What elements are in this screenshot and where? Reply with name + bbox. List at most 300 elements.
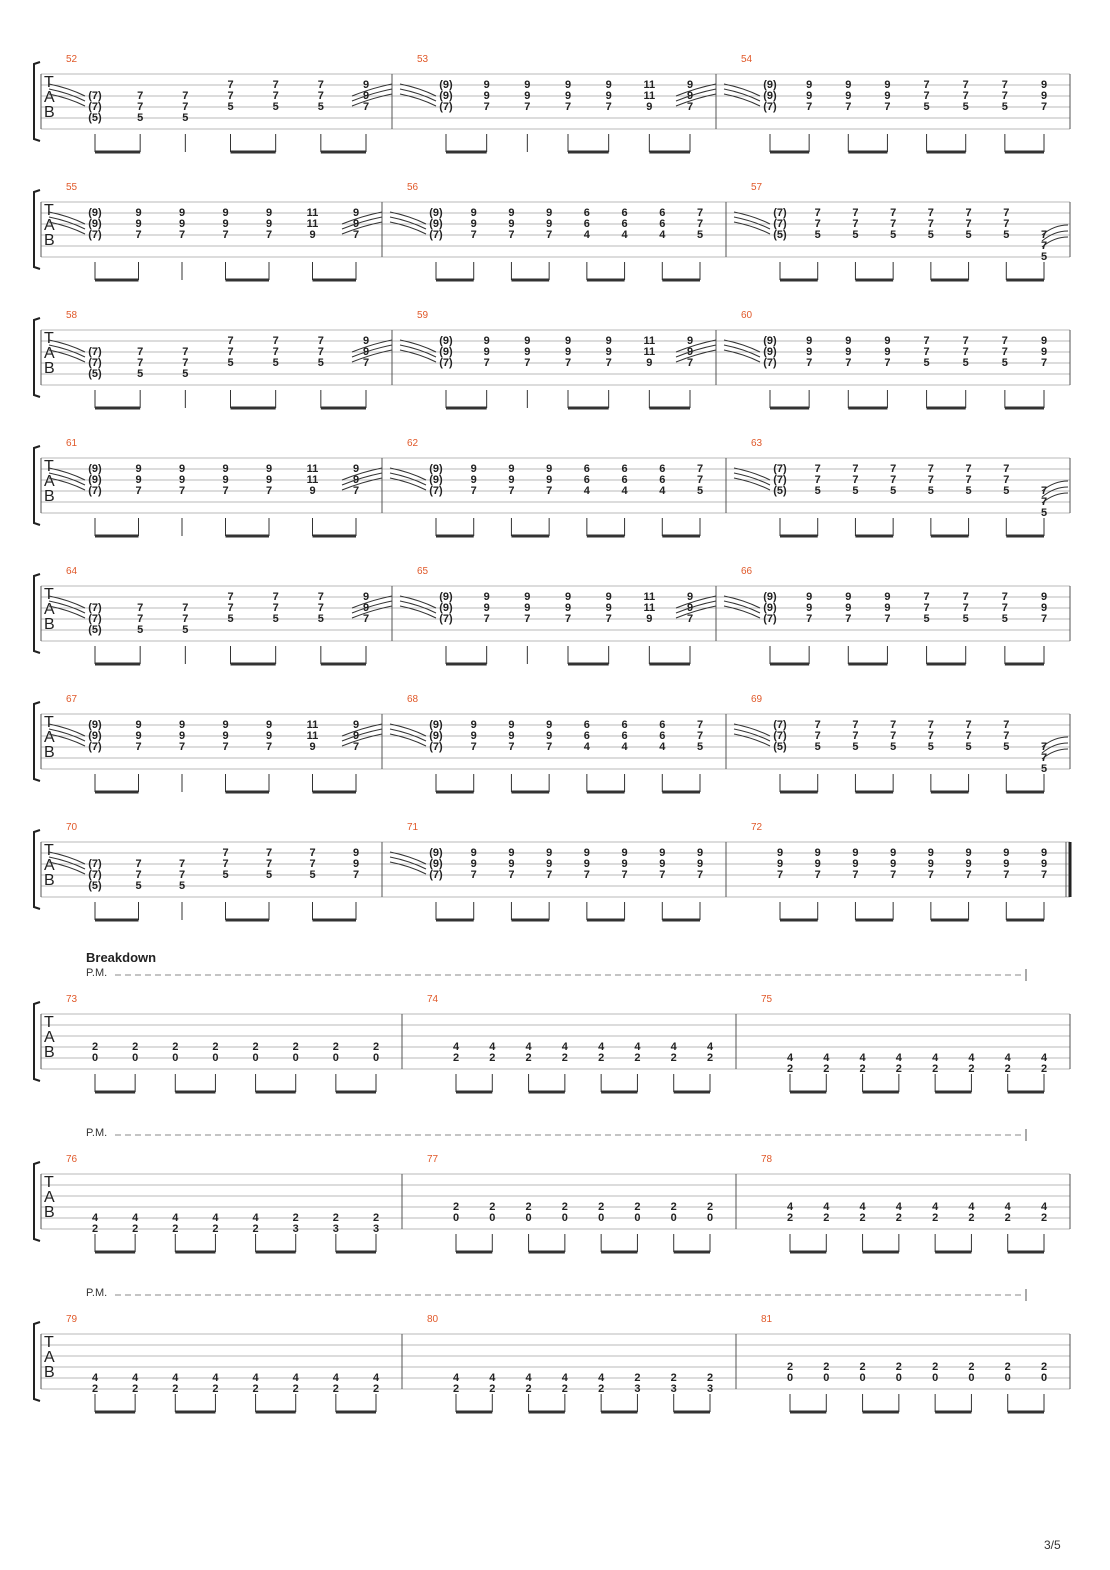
fret-number: 7 <box>1001 591 1008 603</box>
fret-number: 7 <box>178 229 186 241</box>
fret-number: 7 <box>890 730 897 742</box>
measure-number: 54 <box>741 54 753 65</box>
fret-number: 9 <box>222 207 229 219</box>
fret-number: 9 <box>508 858 515 870</box>
fret-number: 7 <box>1001 346 1008 358</box>
fret-number: 5 <box>222 869 229 881</box>
measure-number: 65 <box>417 566 429 577</box>
tab-clef-letter: A <box>44 217 55 234</box>
fret-number: 7 <box>927 207 934 219</box>
fret-number: 9 <box>621 847 628 859</box>
tab-clef-letter: B <box>44 744 55 761</box>
fret-number: 7 <box>135 485 142 497</box>
tab-clef-letter: A <box>44 601 55 618</box>
fret-number: 7 <box>362 357 370 369</box>
fret-number: 7 <box>546 485 553 497</box>
fret-number: 2 <box>212 1383 219 1395</box>
fret-number: 7 <box>362 101 370 113</box>
fret-number: 7 <box>962 602 969 614</box>
fret-number: 7 <box>1003 730 1010 742</box>
measure-number: 71 <box>407 822 419 833</box>
fret-number: 9 <box>884 591 891 603</box>
fret-number: 9 <box>686 335 694 347</box>
fret-number: 9 <box>546 858 553 870</box>
system-bracket <box>34 318 40 397</box>
fret-number: (7) <box>429 229 443 241</box>
tab-clef-letter: T <box>44 330 54 347</box>
fret-number: 7 <box>352 741 360 753</box>
fret-number: 9 <box>546 474 553 486</box>
fret-number: 2 <box>132 1383 139 1395</box>
fret-number: 7 <box>272 335 279 347</box>
fret-number: 7 <box>483 101 490 113</box>
fret-number: 9 <box>605 346 612 358</box>
fret-number: 7 <box>182 346 189 358</box>
fret-number: 5 <box>890 485 897 497</box>
fret-number: 7 <box>227 335 234 347</box>
fret-number: 0 <box>525 1212 532 1224</box>
fret-number: 2 <box>1040 1063 1048 1075</box>
fret-number: 5 <box>923 101 930 113</box>
fret-number: 9 <box>309 741 316 753</box>
fret-number: 7 <box>965 207 972 219</box>
fret-number: 2 <box>932 1212 939 1224</box>
fret-number: 7 <box>227 591 234 603</box>
fret-number: 5 <box>137 624 144 636</box>
fret-number: 5 <box>1003 229 1010 241</box>
fret-number: 7 <box>696 730 704 742</box>
fret-number: 9 <box>1040 858 1048 870</box>
fret-number: 11 <box>643 346 656 358</box>
fret-number: 9 <box>814 847 821 859</box>
fret-number: 0 <box>706 1212 714 1224</box>
fret-number: 9 <box>135 218 142 230</box>
fret-number: 4 <box>968 1052 975 1064</box>
fret-number: 9 <box>1040 90 1048 102</box>
fret-number: 5 <box>1001 101 1008 113</box>
tab-clef-letter: T <box>44 74 54 91</box>
fret-number: 2 <box>292 1041 299 1053</box>
fret-number: 2 <box>561 1383 568 1395</box>
fret-number: 5 <box>927 485 934 497</box>
fret-number: 7 <box>352 869 360 881</box>
fret-number: (7) <box>88 613 102 625</box>
fret-number: 4 <box>1004 1052 1011 1064</box>
fret-number: 9 <box>806 346 813 358</box>
fret-number: 5 <box>309 869 316 881</box>
fret-number: (7) <box>88 90 102 102</box>
fret-number: (7) <box>773 218 787 230</box>
fret-number: 9 <box>884 335 891 347</box>
fret-number: 5 <box>227 357 234 369</box>
fret-number: 5 <box>852 229 859 241</box>
fret-number: 7 <box>564 357 572 369</box>
fret-number: 4 <box>292 1372 299 1384</box>
fret-number: 7 <box>923 346 930 358</box>
fret-number: (9) <box>439 346 453 358</box>
fret-number: 7 <box>776 869 784 881</box>
fret-number: 0 <box>859 1372 866 1384</box>
fret-number: 7 <box>265 229 273 241</box>
fret-number: (9) <box>439 602 453 614</box>
fret-number: (9) <box>439 79 453 91</box>
fret-number: 5 <box>135 880 142 892</box>
fret-number: 7 <box>317 335 324 347</box>
fret-number: 9 <box>222 218 229 230</box>
fret-number: 9 <box>564 79 572 91</box>
fret-number: 7 <box>852 207 859 219</box>
fret-number: 9 <box>362 591 370 603</box>
fret-number: 7 <box>923 335 930 347</box>
fret-number: 5 <box>923 357 930 369</box>
fret-number: 9 <box>852 858 859 870</box>
fret-number: 7 <box>222 858 229 870</box>
fret-number: 7 <box>137 101 144 113</box>
fret-number: 2 <box>1040 1361 1048 1373</box>
fret-number: 5 <box>962 101 969 113</box>
fret-number: 7 <box>227 346 234 358</box>
fret-number: 9 <box>806 591 813 603</box>
fret-number: 9 <box>178 463 186 475</box>
fret-number: 9 <box>564 602 572 614</box>
fret-number: 2 <box>706 1201 714 1213</box>
fret-number: 2 <box>132 1223 139 1235</box>
fret-number: 7 <box>137 346 144 358</box>
fret-number: 9 <box>524 346 531 358</box>
fret-number: 7 <box>182 90 189 102</box>
measure-number: 78 <box>761 1154 773 1165</box>
fret-number: 9 <box>483 602 490 614</box>
fret-number: 7 <box>135 869 142 881</box>
fret-number: 7 <box>135 741 142 753</box>
fret-number: 4 <box>1004 1201 1011 1213</box>
fret-number: 9 <box>470 719 477 731</box>
tab-clef-letter: T <box>44 1174 54 1191</box>
fret-number: 0 <box>452 1212 460 1224</box>
fret-number: (7) <box>773 474 787 486</box>
fret-number: (9) <box>88 207 102 219</box>
fret-number: 7 <box>1003 463 1010 475</box>
fret-number: (7) <box>88 101 102 113</box>
fret-number: 7 <box>317 90 324 102</box>
tab-clef-letter: B <box>44 488 55 505</box>
fret-number: 7 <box>508 485 515 497</box>
fret-number: 5 <box>1003 741 1010 753</box>
fret-number: 7 <box>965 719 972 731</box>
fret-number: 4 <box>670 1041 677 1053</box>
fret-number: 7 <box>1040 357 1048 369</box>
fret-number: 9 <box>686 346 694 358</box>
fret-number: 9 <box>583 847 590 859</box>
fret-number: 5 <box>696 741 704 753</box>
fret-number: 5 <box>923 613 930 625</box>
tab-clef-letter: A <box>44 729 55 746</box>
fret-number: 7 <box>806 101 813 113</box>
fret-number: 3 <box>372 1223 380 1235</box>
fret-number: 2 <box>252 1223 259 1235</box>
fret-number: 4 <box>212 1372 219 1384</box>
fret-number: 9 <box>352 858 360 870</box>
fret-number: 7 <box>508 741 515 753</box>
fret-number: 7 <box>317 591 324 603</box>
fret-number: 7 <box>923 602 930 614</box>
fret-number: 2 <box>859 1361 866 1373</box>
fret-number: (9) <box>429 858 443 870</box>
fret-number: 9 <box>222 474 229 486</box>
fret-number: 9 <box>927 858 934 870</box>
fret-number: 9 <box>524 90 531 102</box>
fret-number: 2 <box>292 1383 299 1395</box>
fret-number: 7 <box>508 869 515 881</box>
fret-number: (9) <box>763 346 777 358</box>
fret-number: 7 <box>852 218 859 230</box>
fret-number: 4 <box>1040 1201 1048 1213</box>
fret-number: 0 <box>212 1052 219 1064</box>
tab-clef-letter: T <box>44 1014 54 1031</box>
fret-number: 2 <box>968 1212 975 1224</box>
fret-number: (7) <box>88 485 102 497</box>
fret-number: 7 <box>884 613 891 625</box>
fret-number: (9) <box>429 474 443 486</box>
fret-number: 5 <box>1040 251 1048 263</box>
fret-number: 7 <box>845 357 852 369</box>
fret-number: 7 <box>1040 496 1048 508</box>
fret-number: 5 <box>1040 507 1048 519</box>
fret-number: 11 <box>643 79 656 91</box>
fret-number: (7) <box>773 207 787 219</box>
fret-number: 2 <box>1040 1212 1048 1224</box>
fret-number: 4 <box>452 1041 460 1053</box>
fret-number: 7 <box>696 474 704 486</box>
measure-number: 70 <box>66 822 78 833</box>
fret-number: 7 <box>605 357 612 369</box>
fret-number: (9) <box>429 730 443 742</box>
fret-number: 7 <box>845 101 852 113</box>
fret-number: 2 <box>332 1212 339 1224</box>
fret-number: 9 <box>806 602 813 614</box>
fret-number: 9 <box>470 218 477 230</box>
fret-number: 11 <box>306 463 319 475</box>
fret-number: 7 <box>1001 79 1008 91</box>
fret-number: 4 <box>598 1041 605 1053</box>
fret-number: 7 <box>1040 101 1048 113</box>
tab-clef-letter: T <box>44 842 54 859</box>
fret-number: 0 <box>172 1052 179 1064</box>
fret-number: 6 <box>621 463 628 475</box>
fret-number: 4 <box>583 485 590 497</box>
fret-number: 9 <box>696 847 704 859</box>
fret-number: 7 <box>923 79 930 91</box>
fret-number: (9) <box>763 591 777 603</box>
fret-number: 9 <box>1040 847 1048 859</box>
fret-number: 7 <box>178 741 186 753</box>
fret-number: 7 <box>962 335 969 347</box>
fret-number: 7 <box>890 869 897 881</box>
fret-number: 2 <box>598 1052 605 1064</box>
fret-number: 5 <box>317 101 324 113</box>
fret-number: 2 <box>598 1201 605 1213</box>
fret-number: 7 <box>309 847 316 859</box>
fret-number: 5 <box>927 229 934 241</box>
tab-clef-letter: A <box>44 857 55 874</box>
fret-number: 6 <box>583 463 590 475</box>
fret-number: (7) <box>773 730 787 742</box>
fret-number: 3 <box>332 1223 339 1235</box>
fret-number: 9 <box>362 90 370 102</box>
fret-number: 9 <box>508 218 515 230</box>
fret-number: 9 <box>884 602 891 614</box>
fret-number: 9 <box>659 847 666 859</box>
fret-number: 4 <box>583 229 590 241</box>
fret-number: 9 <box>546 218 553 230</box>
fret-number: 9 <box>890 847 897 859</box>
fret-number: 5 <box>265 869 273 881</box>
fret-number: 9 <box>621 858 628 870</box>
fret-number: 2 <box>172 1383 179 1395</box>
fret-number: 5 <box>178 880 186 892</box>
fret-number: 9 <box>686 602 694 614</box>
fret-number: 11 <box>643 335 656 347</box>
fret-number: 7 <box>696 719 704 731</box>
fret-number: 2 <box>634 1372 641 1384</box>
fret-number: 7 <box>309 858 316 870</box>
fret-number: 7 <box>923 90 930 102</box>
fret-number: 9 <box>1040 346 1048 358</box>
fret-number: 2 <box>525 1052 532 1064</box>
fret-number: 7 <box>621 869 628 881</box>
fret-number: (7) <box>773 719 787 731</box>
fret-number: 2 <box>786 1361 794 1373</box>
fret-number: 2 <box>561 1052 568 1064</box>
fret-number: 0 <box>932 1372 939 1384</box>
fret-number: 7 <box>884 357 891 369</box>
fret-number: 7 <box>605 613 612 625</box>
fret-number: 4 <box>561 1041 568 1053</box>
fret-number: 7 <box>564 613 572 625</box>
fret-number: 0 <box>634 1212 641 1224</box>
fret-number: 9 <box>178 218 186 230</box>
fret-number: 9 <box>135 719 142 731</box>
fret-number: 5 <box>182 624 189 636</box>
measure-number: 55 <box>66 182 78 193</box>
fret-number: 4 <box>659 229 666 241</box>
measure-number: 69 <box>751 694 763 705</box>
fret-number: 5 <box>852 741 859 753</box>
fret-number: 0 <box>252 1052 259 1064</box>
fret-number: 4 <box>252 1372 259 1384</box>
fret-number: (7) <box>439 613 453 625</box>
section-title-breakdown: Breakdown <box>86 950 157 965</box>
tab-clef-letter: T <box>44 1334 54 1351</box>
fret-number: 7 <box>696 218 704 230</box>
fret-number: 11 <box>306 719 319 731</box>
measure-number: 64 <box>66 566 78 577</box>
fret-number: 7 <box>272 79 279 91</box>
fret-number: 2 <box>452 1383 460 1395</box>
fret-number: 7 <box>696 207 704 219</box>
fret-number: 0 <box>670 1212 677 1224</box>
fret-number: 2 <box>706 1372 714 1384</box>
fret-number: 2 <box>372 1383 380 1395</box>
fret-number: 9 <box>362 335 370 347</box>
fret-number: 7 <box>1001 602 1008 614</box>
fret-number: 7 <box>686 357 694 369</box>
fret-number: 7 <box>182 602 189 614</box>
fret-number: 4 <box>525 1372 532 1384</box>
fret-number: 2 <box>1004 1361 1011 1373</box>
measure-number: 81 <box>761 1314 773 1325</box>
fret-number: 2 <box>252 1041 259 1053</box>
fret-number: 9 <box>564 335 572 347</box>
fret-number: 7 <box>814 730 821 742</box>
fret-number: 9 <box>352 847 360 859</box>
fret-number: 7 <box>178 869 186 881</box>
fret-number: 9 <box>890 858 897 870</box>
fret-number: 4 <box>525 1041 532 1053</box>
fret-number: 7 <box>178 858 186 870</box>
fret-number: 9 <box>646 357 653 369</box>
fret-number: 9 <box>309 485 316 497</box>
fret-number: 2 <box>895 1212 902 1224</box>
fret-number: 3 <box>634 1383 641 1395</box>
fret-number: 2 <box>132 1041 139 1053</box>
fret-number: 9 <box>845 602 852 614</box>
fret-number: 2 <box>525 1201 532 1213</box>
fret-number: 9 <box>524 79 531 91</box>
fret-number: (9) <box>439 591 453 603</box>
fret-number: 0 <box>332 1052 339 1064</box>
fret-number: 7 <box>962 90 969 102</box>
fret-number: 5 <box>1003 485 1010 497</box>
fret-number: (5) <box>773 741 787 753</box>
fret-number: 7 <box>686 101 694 113</box>
fret-number: 5 <box>965 741 972 753</box>
fret-number: 7 <box>1003 207 1010 219</box>
fret-number: 4 <box>489 1041 496 1053</box>
fret-number: 5 <box>696 229 704 241</box>
palm-mute-label: P.M. <box>86 967 108 979</box>
fret-number: 6 <box>659 730 666 742</box>
fret-number: 9 <box>884 90 891 102</box>
fret-number: 4 <box>1040 1052 1048 1064</box>
fret-number: 4 <box>634 1041 641 1053</box>
fret-number: 9 <box>605 335 612 347</box>
fret-number: 5 <box>965 229 972 241</box>
palm-mute-label: P.M. <box>86 1127 108 1139</box>
fret-number: 2 <box>372 1212 380 1224</box>
fret-number: 5 <box>962 613 969 625</box>
fret-number: 7 <box>806 613 813 625</box>
fret-number: 11 <box>306 474 319 486</box>
fret-number: 7 <box>965 730 972 742</box>
fret-number: 9 <box>508 730 515 742</box>
fret-number: 9 <box>483 591 490 603</box>
measure-number: 79 <box>66 1314 78 1325</box>
measure-number: 63 <box>751 438 763 449</box>
fret-number: (9) <box>88 474 102 486</box>
fret-number: 9 <box>470 730 477 742</box>
fret-number: (9) <box>429 207 443 219</box>
fret-number: (7) <box>88 357 102 369</box>
fret-number: 7 <box>696 463 704 475</box>
fret-number: 9 <box>470 474 477 486</box>
measure-number: 60 <box>741 310 753 321</box>
fret-number: 11 <box>306 730 319 742</box>
fret-number: 2 <box>452 1052 460 1064</box>
fret-number: 7 <box>890 207 897 219</box>
fret-number: 7 <box>659 869 666 881</box>
fret-number: 7 <box>927 474 934 486</box>
